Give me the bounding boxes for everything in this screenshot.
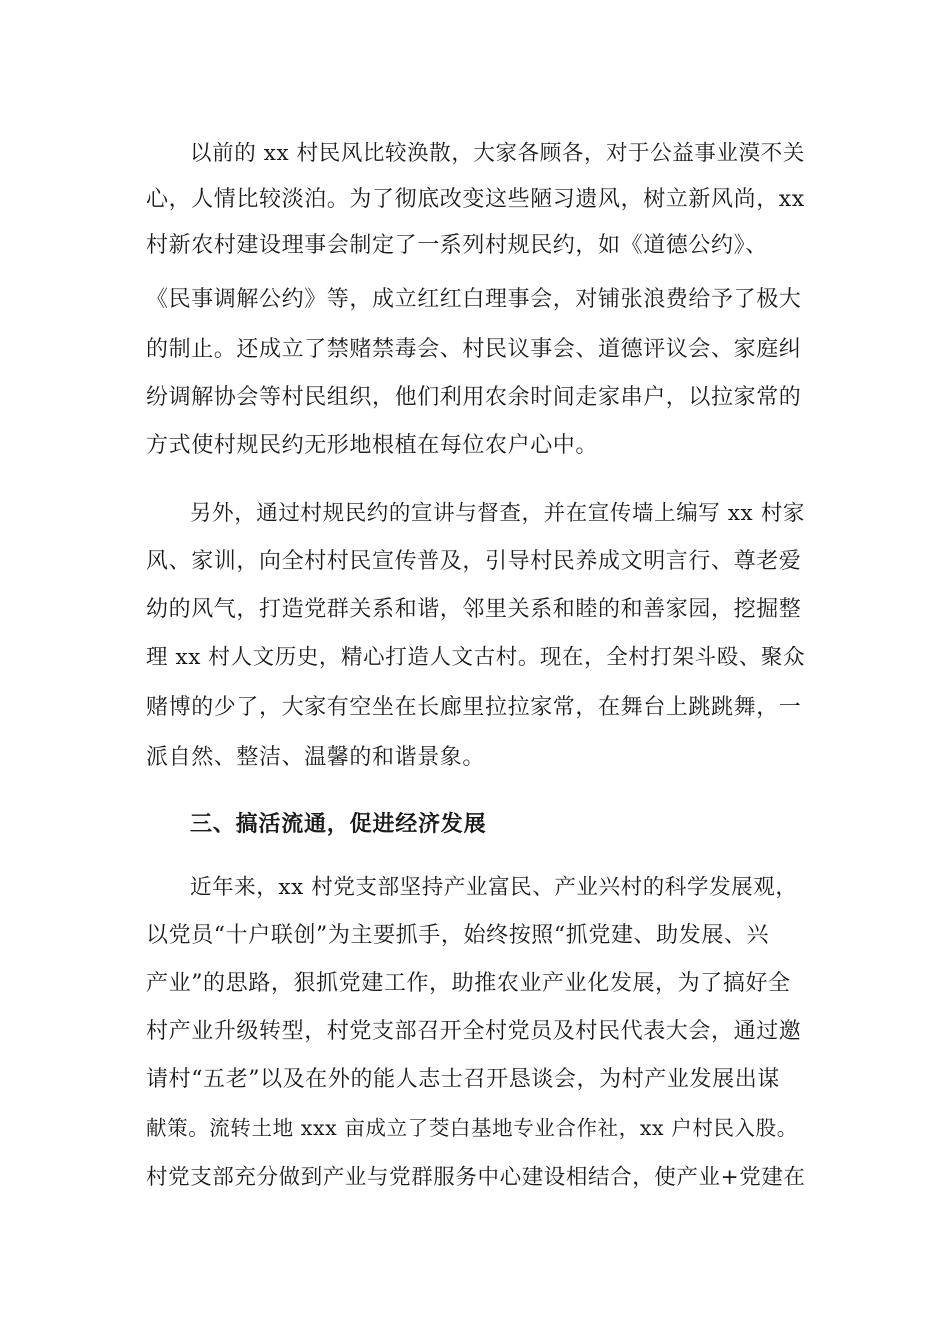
paragraph-2-line-4: 理 xx 村人文历史，精心打造人文古村。现在，全村打架斗殴、聚众 xyxy=(146,645,806,670)
section-heading: 三、搞活流通，促进经济发展 xyxy=(190,811,487,837)
paragraph-1-line-1: 以前的 xx 村民风比较涣散，大家各顾各，对于公益事业漠不关 xyxy=(190,141,805,166)
paragraph-3-line-6: 献策。流转土地 xxx 亩成立了茭白基地专业合作社，xx 户村民入股。 xyxy=(146,1116,798,1140)
paragraph-3-line-5: 请村“五老”以及在外的能人志士召开恳谈会，为村产业发展出谋 xyxy=(146,1067,780,1092)
paragraph-1-line-3: 村新农村建设理事会制定了一系列村规民约，如《道德公约》、 xyxy=(146,233,768,258)
paragraph-1-line-2: 心，人情比较淡泊。为了彻底改变这些陋习遗风，树立新风尚，xx xyxy=(146,187,805,212)
paragraph-1-line-5: 的制止。还成立了禁赌禁毒会、村民议事会、道德评议会、家庭纠 xyxy=(146,337,802,362)
paragraph-3-line-2: 以党员“十户联创”为主要抓手，始终按照“抓党建、助发展、兴 xyxy=(146,923,770,948)
paragraph-2-line-6: 派自然、整洁、温馨的和谐景象。 xyxy=(146,745,486,770)
paragraph-3-line-7: 村党支部充分做到产业与党群服务中心建设相结合，使产业+党建在 xyxy=(146,1165,806,1190)
paragraph-3-line-4: 村产业升级转型，村党支部召开全村党员及村民代表大会，通过邀 xyxy=(146,1019,802,1044)
paragraph-2-line-5: 赌博的少了，大家有空坐在长廊里拉拉家常，在舞台上跳跳舞，一 xyxy=(146,695,802,720)
paragraph-1-line-6: 纷调解协会等村民组织，他们利用农余时间走家串户，以拉家常的 xyxy=(146,385,802,410)
paragraph-2-line-2: 风、家训，向全村村民宣传普及，引导村民养成文明言行、尊老爱 xyxy=(146,549,802,574)
paragraph-2-line-1: 另外，通过村规民约的宣讲与督查，并在宣传墙上编写 xx 村家 xyxy=(190,501,805,526)
paragraph-3-line-1: 近年来，xx 村党支部坚持产业富民、产业兴村的科学发展观， xyxy=(190,875,798,900)
paragraph-2-line-3: 幼的风气，打造党群关系和谐，邻里关系和睦的和善家园，挖掘整 xyxy=(146,597,802,622)
paragraph-1-line-4: 《民事调解公约》等，成立红红白理事会，对铺张浪费给予了极大 xyxy=(146,287,802,312)
paragraph-1-line-7: 方式使村规民约无形地根植在每位农户心中。 xyxy=(146,433,599,458)
paragraph-3-line-3: 产业”的思路，狠抓党建工作，助推农业产业化发展，为了搞好全 xyxy=(146,971,791,996)
